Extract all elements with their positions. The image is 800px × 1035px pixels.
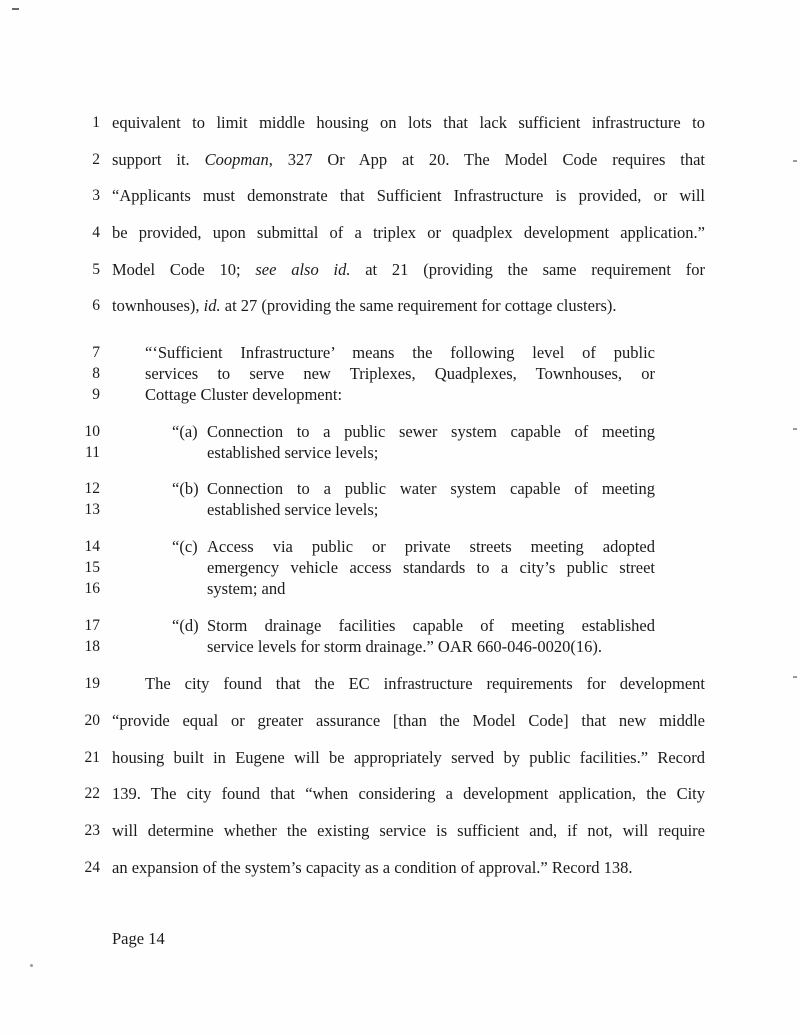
line-number: 17 <box>84 617 100 635</box>
document-line <box>0 259 800 296</box>
text-segment: support it. <box>112 149 205 169</box>
line-text: “Applicants must demonstrate that Sufficient Infrastructure is provided, or will <box>112 186 705 206</box>
text-segment: at 27 (providing the same requirement for cottage clusters). <box>220 296 617 316</box>
document-line <box>0 222 800 259</box>
line-text <box>112 149 705 170</box>
line-text <box>112 295 705 316</box>
document-line <box>0 342 800 363</box>
item-label: “(d) <box>172 616 199 636</box>
spacer <box>0 520 800 536</box>
italic-citation: id. <box>203 296 221 316</box>
item-text: Access via public or private streets meeting adopted <box>207 537 655 557</box>
page-number-label: Page 14 <box>112 929 165 948</box>
item-label: “(b) <box>172 479 199 499</box>
line-number: 10 <box>84 423 100 441</box>
line-number: 13 <box>84 501 100 519</box>
line-number: 12 <box>84 480 100 498</box>
line-text: be provided, upon submittal of a triplex or quadplex development application.” <box>112 223 705 243</box>
italic-citation: Coopman <box>204 149 269 169</box>
document-line <box>0 536 800 557</box>
line-text: “provide equal or greater assurance [than the Model Code] that new middle <box>112 710 705 730</box>
document-line <box>0 578 800 599</box>
line-number: 4 <box>92 224 100 242</box>
line-number: 22 <box>84 785 100 803</box>
document-line <box>0 442 800 463</box>
item-text: Connection to a public sewer system capable of meeting <box>207 422 655 442</box>
document-line <box>0 636 800 657</box>
line-text: Cottage Cluster development: <box>145 385 343 405</box>
line-number: 9 <box>92 386 100 404</box>
line-number: 6 <box>92 297 100 315</box>
document-line <box>0 857 800 894</box>
scan-artifact <box>30 964 33 967</box>
line-text <box>112 536 655 557</box>
line-text: an expansion of the system’s capacity as a condition of approval.” Record 138. <box>112 857 633 877</box>
line-number: 24 <box>84 858 100 876</box>
item-label: “(c) <box>172 537 198 557</box>
document-line <box>0 384 800 405</box>
line-text <box>112 259 705 280</box>
line-text: will determine whether the existing service is sufficient and, if not, will require <box>112 820 705 840</box>
line-text <box>112 421 655 442</box>
line-text: service levels for storm drainage.” OAR 660-046-0020(16). <box>207 637 602 657</box>
document-line <box>0 185 800 222</box>
spacer <box>0 332 800 342</box>
line-text <box>112 478 655 499</box>
text-segment: Model Code 10; <box>112 259 256 279</box>
line-number: 23 <box>84 821 100 839</box>
document-line <box>0 499 800 520</box>
line-text: 139. The city found that “when considering a development application, the City <box>112 784 705 804</box>
line-text: equivalent to limit middle housing on lots that lack sufficient infrastructure to <box>112 113 705 132</box>
line-text: housing built in Eugene will be appropriately served by public facilities.” Record <box>112 747 705 767</box>
scan-artifact <box>12 8 19 10</box>
document-line <box>0 673 800 710</box>
text-segment: , 327 Or App at 20. The Model Code requires that <box>268 149 705 169</box>
italic-citation: see also id. <box>255 259 351 279</box>
line-text: established service levels; <box>207 443 379 463</box>
line-number: 14 <box>84 538 100 556</box>
line-number: 20 <box>84 711 100 729</box>
line-number: 1 <box>92 114 100 131</box>
line-text: “‘Sufficient Infrastructure’ means the following level of public <box>145 343 655 363</box>
document-body <box>0 112 800 893</box>
line-number: 15 <box>84 559 100 577</box>
line-text: established service levels; <box>207 500 379 520</box>
spacer <box>0 405 800 421</box>
document-line <box>0 478 800 499</box>
line-number: 16 <box>84 580 100 598</box>
line-text: services to serve new Triplexes, Quadplexes, Townhouses, or <box>145 364 655 384</box>
document-line <box>0 112 800 149</box>
line-number: 19 <box>84 675 100 693</box>
spacer <box>0 463 800 478</box>
spacer <box>0 657 800 673</box>
document-line <box>0 710 800 747</box>
document-line <box>0 557 800 578</box>
line-number: 7 <box>92 344 100 362</box>
line-text: emergency vehicle access standards to a city’s public street <box>207 558 655 578</box>
document-line <box>0 615 800 636</box>
item-text: Storm drainage facilities capable of meeting established <box>207 616 655 636</box>
document-line <box>0 783 800 820</box>
line-text: system; and <box>207 579 286 599</box>
document-line <box>0 820 800 857</box>
line-number: 11 <box>85 444 100 462</box>
line-number: 21 <box>84 748 100 766</box>
line-text <box>112 615 655 636</box>
line-number: 18 <box>84 638 100 656</box>
item-label: “(a) <box>172 422 198 442</box>
item-text: Connection to a public water system capable of meeting <box>207 479 655 499</box>
document-line <box>0 421 800 442</box>
line-number: 8 <box>92 365 100 383</box>
document-line <box>0 363 800 384</box>
line-number: 5 <box>92 260 100 278</box>
text-segment: at 21 (providing the same requirement for <box>350 259 705 279</box>
text-segment: townhouses), <box>112 296 204 316</box>
spacer <box>0 599 800 615</box>
line-number: 3 <box>92 187 100 205</box>
document-line <box>0 149 800 186</box>
document-line <box>0 295 800 332</box>
line-text: The city found that the EC infrastructure requirements for development <box>145 674 705 694</box>
document-line <box>0 747 800 784</box>
line-number: 2 <box>92 150 100 168</box>
